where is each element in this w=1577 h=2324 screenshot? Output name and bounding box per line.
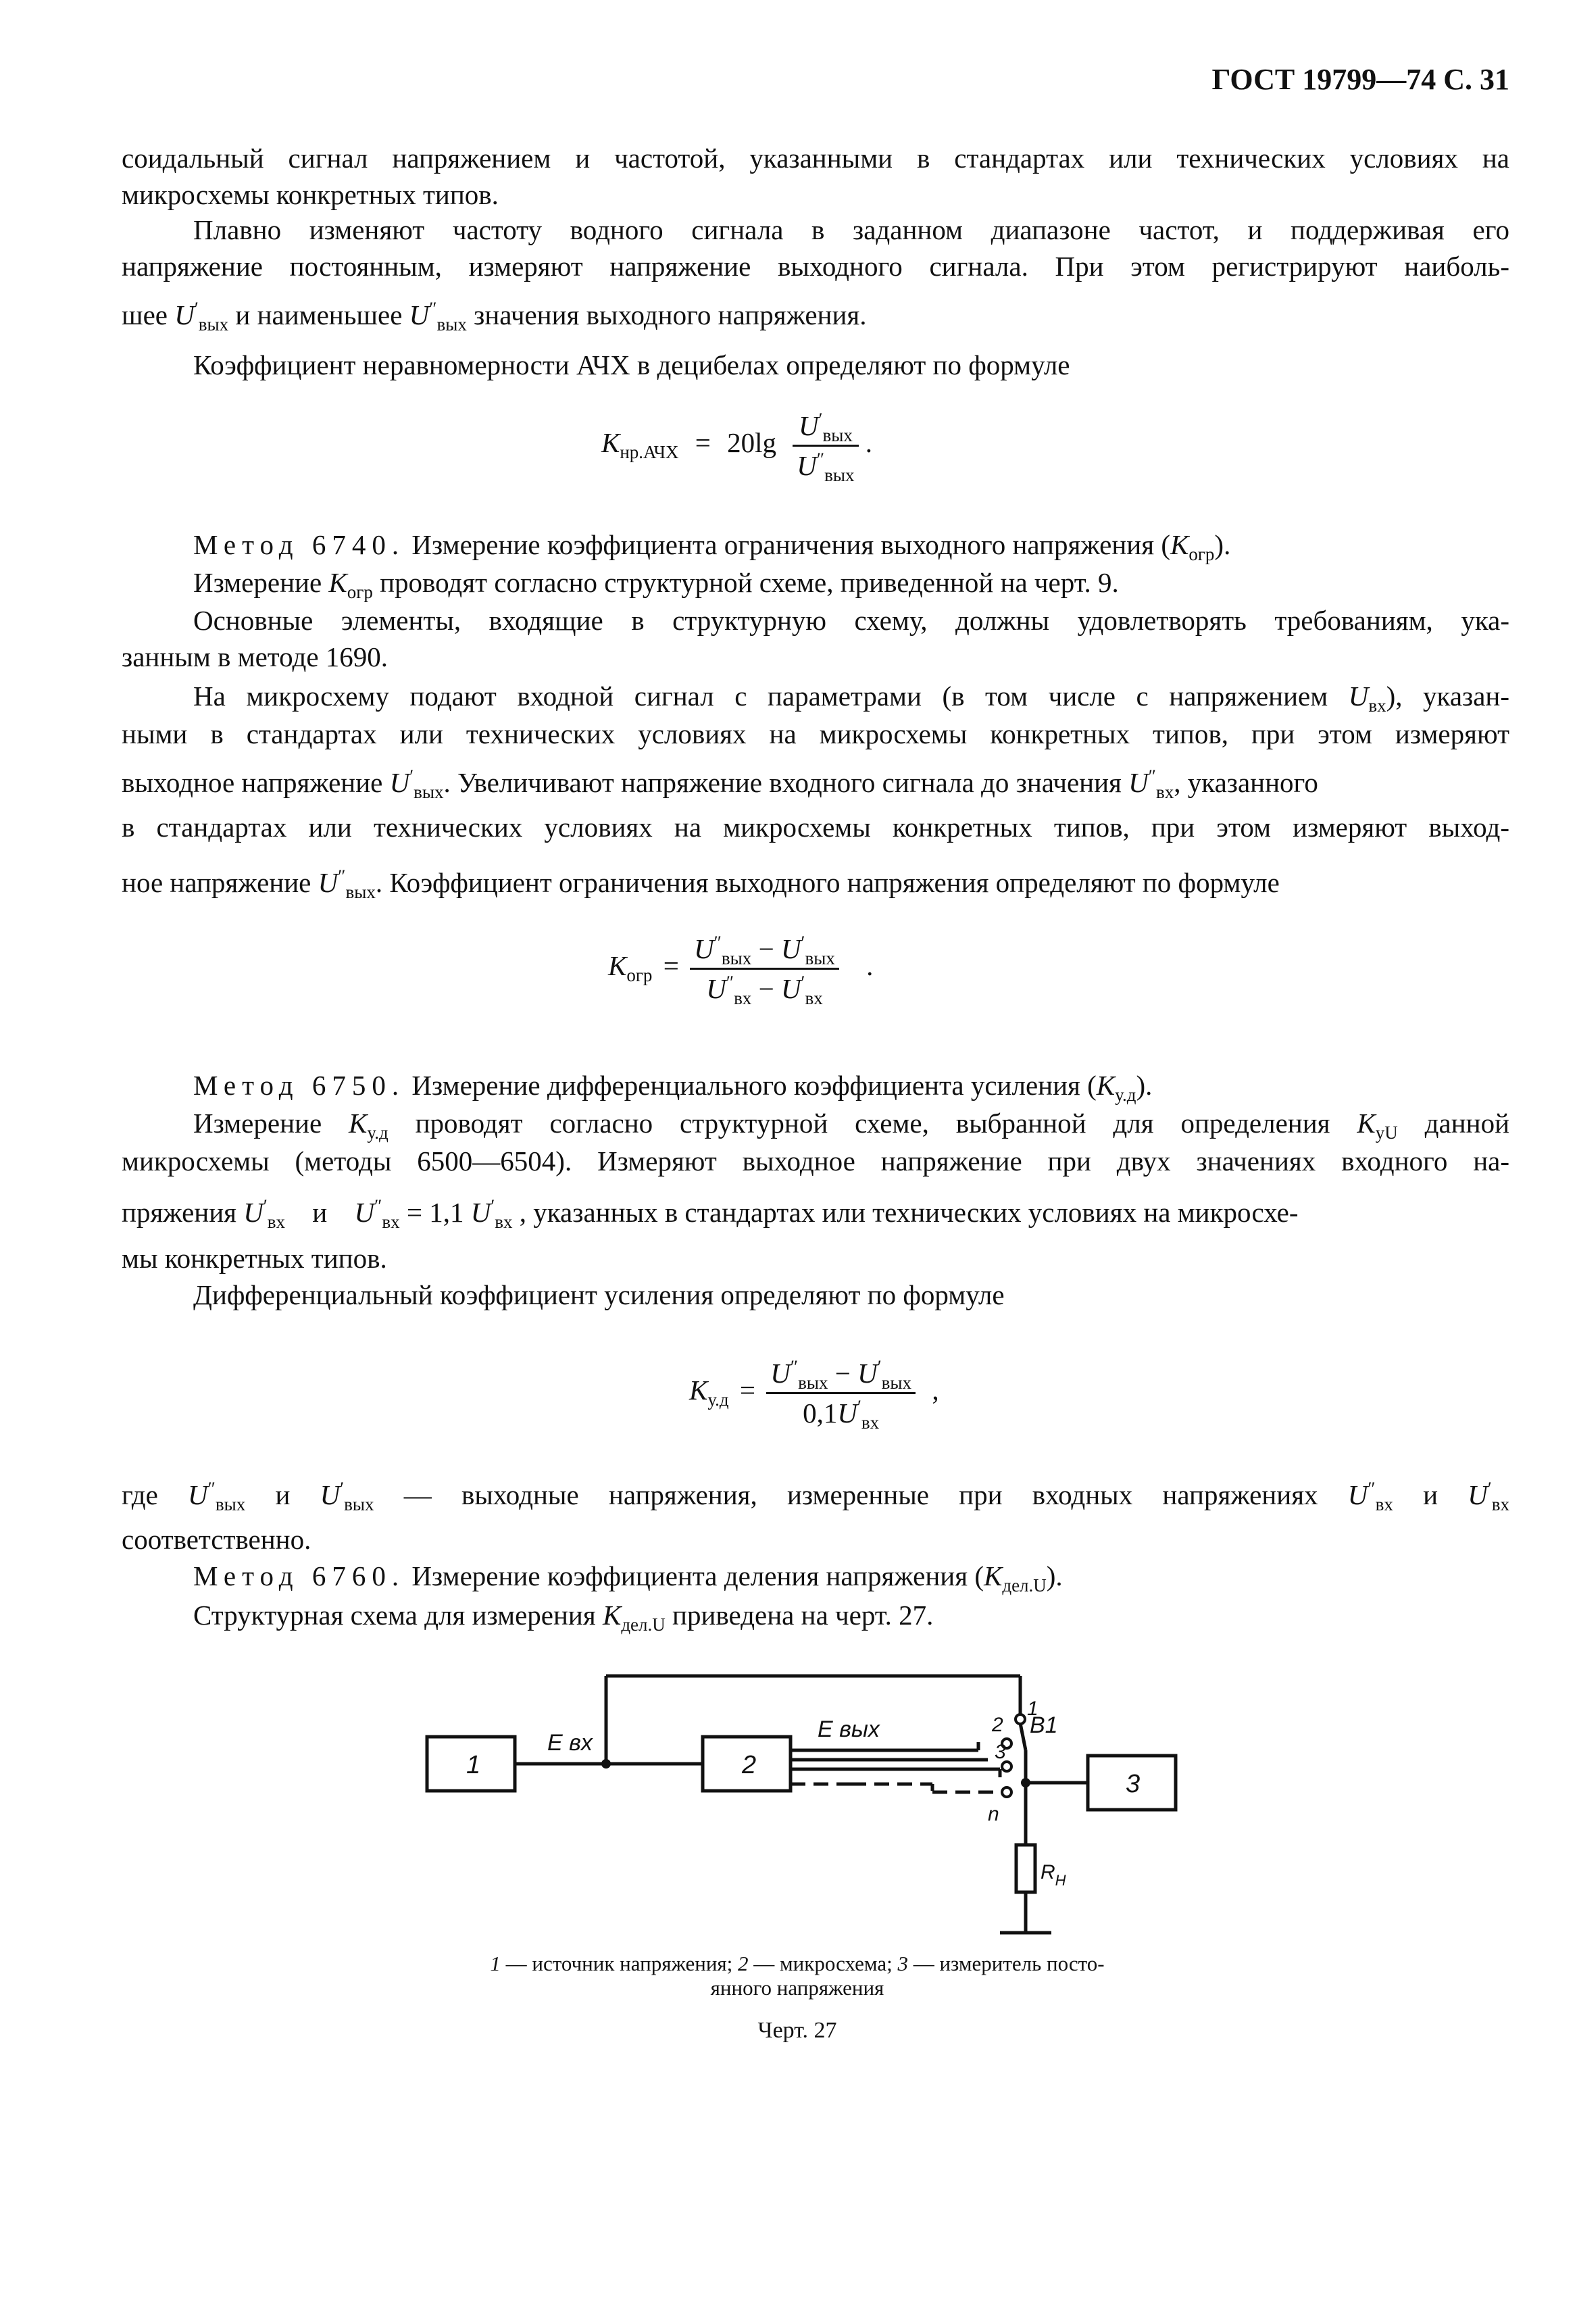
text-line: микросхемы (методы 6500—6504). Измеряют выходное напряжение при двух значениях входного на- <box>122 1145 1509 1177</box>
junction-node <box>601 1759 611 1769</box>
circuit-diagram <box>405 1649 1216 1946</box>
e-in-label: E вх <box>547 1730 593 1756</box>
switch-label: В1 <box>1030 1712 1058 1738</box>
text-line: мы конкретных типов. <box>122 1243 387 1274</box>
switch-posn-label: n <box>988 1803 999 1825</box>
switch-pos2-label: 2 <box>992 1714 1003 1736</box>
text-line: шее $U'_{вых}$ и наименьшее $U''_{вых}$ значения выходного напряжения. <box>122 298 867 335</box>
figure-number: Черт. 27 <box>757 2018 837 2043</box>
switch-contact-1 <box>1016 1714 1025 1724</box>
text-line: пряжения $U'_{вх}$ и $U''_{вх} = 1,1$ $U'_{вх}$ , указанных в стандартах или технических условиях на микросхе- <box>122 1195 1299 1233</box>
resistor-rn <box>1016 1845 1035 1892</box>
text-line: Основные элементы, входящие в структурную схему, должны удовлетворять требованиям, ука- <box>193 605 1509 636</box>
text-line: выходное напряжение $U'_{вых}$. Увеличивают напряжение входного сигнала до значения $U''_{вх}$, указанного <box>122 766 1318 803</box>
text-line: Измерение $K_{огр}$ проводят согласно структурной схеме, приведенной на черт. 9. <box>193 567 1119 603</box>
method-6760-title: Метод 6760. Измерение коэффициента деления напряжения $(K_{дел.U})$. <box>193 1560 1063 1596</box>
text-line: Дифференциальный коэффициент усиления определяют по формуле <box>193 1279 1005 1310</box>
text-line: ными в стандартах или технических условиях на микросхемы конкретных типов, при этом измеряют <box>122 718 1509 749</box>
text-line: Структурная схема для измерения $K_{дел.U}$ приведена на черт. 27. <box>193 1600 934 1635</box>
text-line: Плавно изменяют частоту водного сигнала в заданном диапазоне частот, и поддерживая его <box>193 214 1509 245</box>
text-line: где $U''_{вых}$ и $U'_{вых}$ — выходные напряжения, измеренные при входных напряжениях $U''_{вх}$ и $U'_{вх}$ <box>122 1478 1509 1515</box>
switch-pos1-label: 1 <box>1027 1698 1038 1720</box>
method-6740-title: Метод 6740. Измерение коэффициента ограничения выходного напряжения $(K_{огр})$. <box>193 529 1231 565</box>
text-line: ное напряжение $U''_{вых}$. Коэффициент ограничения выходного напряжения определяют по формуле <box>122 866 1280 903</box>
text-line: соответственно. <box>122 1524 311 1555</box>
formula-kud: $K_{у.д}$ = $\frac{U''_{вых} - U'_{вых}}{0,1U'_{вх}}$ , <box>689 1356 939 1433</box>
switch-contact-n <box>1002 1787 1011 1797</box>
text-line: в стандартах или технических условиях на микросхемы конкретных типов, при этом измеряют выход- <box>122 812 1509 843</box>
block1-label: 1 <box>466 1751 481 1779</box>
page-header: ГОСТ 19799—74 С. 31 <box>1211 63 1509 96</box>
text-line: Измерение $K_{у.д}$ проводят согласно структурной схеме, выбранной для определения $K_{уU}$ данной <box>193 1108 1510 1143</box>
text-line: микросхемы конкретных типов. <box>122 179 499 210</box>
output-node <box>1021 1778 1030 1787</box>
formula-knr: $K_{нр.АЧХ} = 20\lg$ $\frac{U'_{вых}}{U''_{вых}}$ . <box>601 409 873 486</box>
switch-pos3-label: 3 <box>995 1741 1006 1763</box>
resistor-label: $R_Н$ <box>1041 1861 1066 1889</box>
method-6750-title: Метод 6750. Измерение дифференциального коэффициента усиления $(K_{у.д})$. <box>193 1070 1153 1106</box>
block3-label: 3 <box>1126 1770 1141 1798</box>
text-line: Коэффициент неравномерности АЧХ в децибелах определяют по формуле <box>193 349 1070 380</box>
block2-label: 2 <box>742 1751 757 1779</box>
e-out-label: E вых <box>818 1716 880 1742</box>
switch-contact-3 <box>1002 1762 1011 1771</box>
figure-caption: 1 — источник напряжения; 2 — микросхема; 3 — измеритель посто- янного напряжения <box>490 1952 1105 2000</box>
text-line: напряжение постоянным, измеряют напряжение выходного сигнала. При этом регистрируют наиболь- <box>122 251 1509 282</box>
text-line: соидальный сигнал напряжением и частотой, указанными в стандартах или технических условиях на <box>122 143 1509 174</box>
text-line: занным в методе 1690. <box>122 641 389 672</box>
formula-kogr: $K_{огр}$ = $\frac{U''_{вых} - U'_{вых}}{U''_{вх} - U'_{вх}}$ . <box>608 932 874 1009</box>
text-line: На микросхему подают входной сигнал с параметрами (в том числе с напряжением $U_{вх}$), указан- <box>193 681 1510 716</box>
